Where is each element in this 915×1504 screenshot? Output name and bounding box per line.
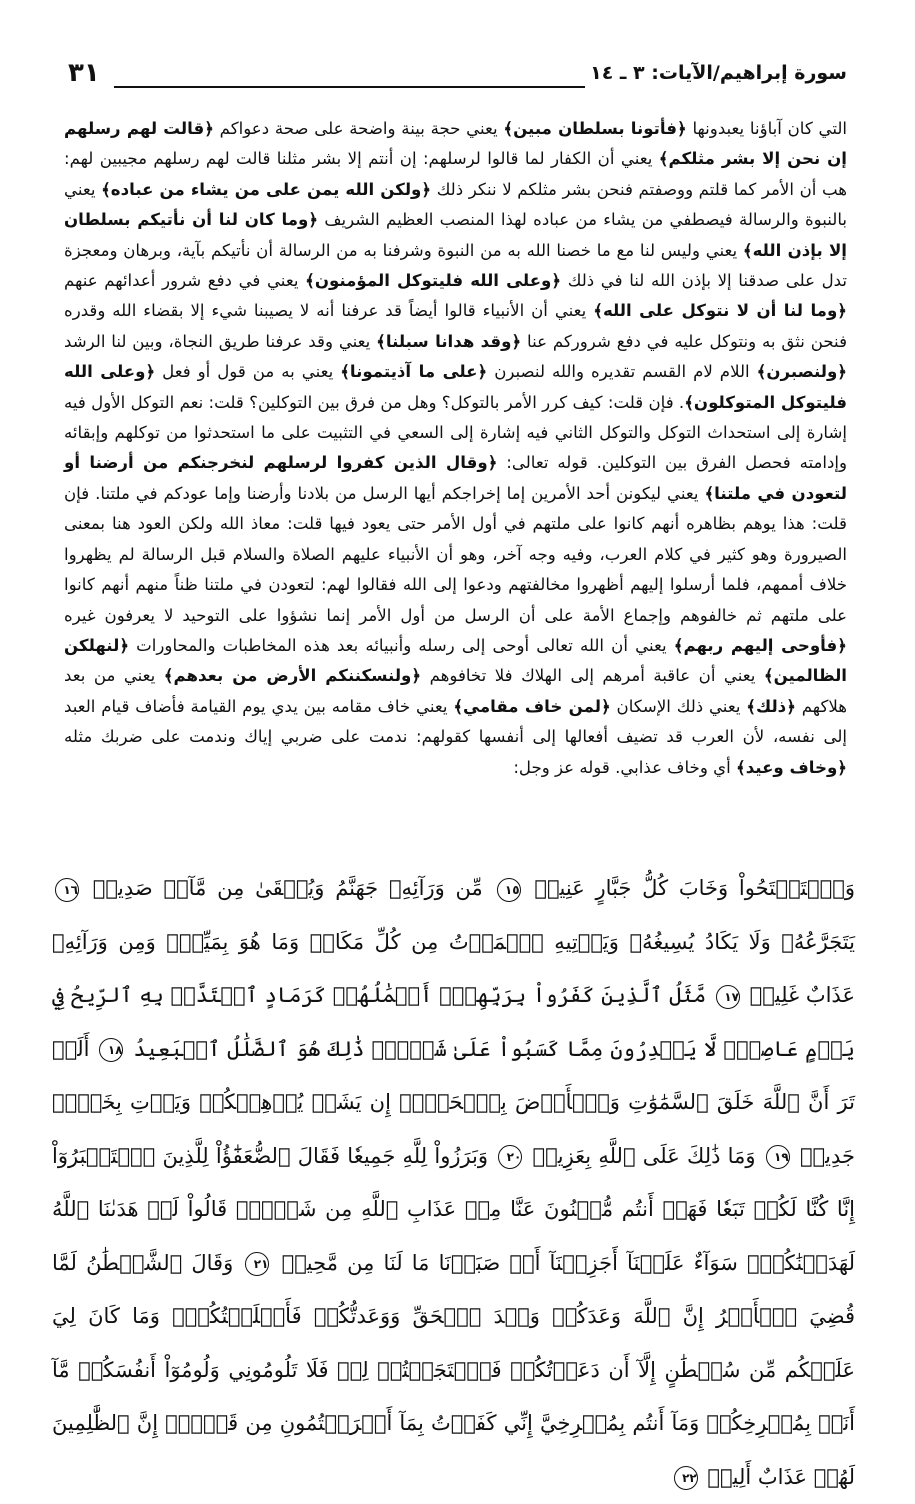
verse-20: وَمَا ذَٰلِكَ عَلَى ٱللَّهِ بِعَزِيزٖ <box>532 1143 756 1168</box>
ayah-number-marker: ١٧ <box>716 985 740 1009</box>
quran-quote: ﴿وقال الذين كفروا لرسلهم لنخرجنكم من أرضنا أو لتعودن في ملتنا﴾ <box>64 453 847 503</box>
page-header <box>68 58 847 98</box>
commentary-segment: يعني من بعد هلاكهم <box>64 666 848 716</box>
quran-quote: ﴿وما كان لنا أن نأتيكم بسلطان إلا بإذن الله﴾ <box>64 210 847 260</box>
ayah-number-marker: ٢٠ <box>498 1145 522 1169</box>
quran-quote: ﴿وما لنا أن لا نتوكل على الله﴾ <box>593 301 847 321</box>
commentary-segment: يعني حجة بينة واضحة على صحة دعواكم <box>213 119 504 138</box>
commentary-segment: يعني أن الكفار لما قالوا لرسلهم: إن أنتم إلا بشر مثلنا قالت لهم رسلهم مجيبين لهم: هب أن الأمر كما قلتم ووصفتم فنحن بشر مثلكم لا ننكر ذلك <box>64 149 847 199</box>
commentary-segment: يعني في دفع شرور أعدائهم عنهم <box>64 271 306 291</box>
commentary-text <box>64 114 847 783</box>
commentary-segment: يعني بالنبوة والرسالة فيصطفي من يشاء من عباده لهذا المنصب العظيم الشريف <box>64 179 847 230</box>
quran-quote: ﴿وعلى الله فليتوكل المتوكلون﴾ <box>64 362 847 412</box>
header-rule <box>114 86 585 88</box>
quran-quote: ﴿ولنصبرن﴾ <box>756 362 847 382</box>
commentary-segment: يعني به من قول أو فعل <box>155 362 341 382</box>
commentary-segment: يعني خاف مقامه بين يدي يوم القيامة فأضاف قيام العبد إلى نفسه، لأن العرب قد تضيف أفعالها إلى أنفسها كقولهم: ندمت على ضربي إياك وندمت على ضربك مثله <box>64 696 847 747</box>
commentary-segment: اللام لام القسم تقديره والله لنصبرن <box>487 362 757 382</box>
commentary-segment: يعني ليكونن أحد الأمرين إما إخراجكم أيها الرسل من بلادنا وأرضنا وإما عودكم في ملتنا. فإن قلت: هذا يوهم بظاهره أنهم كانوا على ملتهم في أول الأمر حتى يعود فيها قلت: معاذ الله ولكن العود هنا بمعنى الصيرورة وهو كثير في كلام العرب، وفيه وجه آخر، وهو أن الأنبياء عليهم الصلاة والسلام قبل الرسالة لم يظهروا خلاف أممهم، فلما أرسلوا إليهم أظهروا مخالفتهم ودعوا إلى الله فقالوا لهم: لتعودن في ملتنا ظناً منهم أنهم كانوا على ملتهم ثم خالفوهم وإجماع الأمة على أن الرسل من أول الأمر إنما نشؤوا على التوحيد لا يعرفون غيره <box>64 483 847 625</box>
quran-quote: ﴿وخاف وعيد﴾ <box>735 757 847 777</box>
verse-19: أَلَمۡ تَرَ أَنَّ ٱللَّهَ خَلَقَ ٱلسَّمَٰوَٰتِ وَٱلۡأَرۡضَ بِٱلۡحَقِّۚ إِن يَشَأۡ يُذۡهِبۡكُمۡ وَيَأۡتِ بِخَلۡقٖ جَدِيدٖ <box>52 1036 855 1168</box>
running-title: سورة إبراهيم/الآيات: ٣ ـ ١٤ <box>590 62 847 84</box>
commentary-segment: يعني وليس لنا مع ما خصنا الله به من النبوة وشرفنا به من الرسالة أن نأتيكم بآية، وبرهان ومعجزة تدل على صدقنا إلا بإذن الله لنا في ذلك <box>64 240 847 291</box>
quran-quote: ﴿على ما آذيتمونا﴾ <box>340 362 488 382</box>
ayah-number-marker: ١٨ <box>99 1038 123 1062</box>
quran-quote: ﴿فأوحى إليهم ربهم﴾ <box>673 635 848 655</box>
verse-21: وَبَرَزُواْ لِلَّهِ جَمِيعٗا فَقَالَ ٱلضُّعَفَٰٓؤُاْ لِلَّذِينَ ٱسۡتَكۡبَرُوٓاْ إِنَّا كُنَّا لَكُمۡ تَبَعٗا فَهَلۡ أَنتُم مُّغۡنُونَ عَنَّا مِنۡ عَذَابِ ٱللَّهِ مِن شَيۡءٖۚ قَالُواْ لَوۡ هَدَىٰنَا ٱللَّهُ لَهَدَيۡنَٰكُمۡۖ سَوَآءٌ عَلَيۡنَآ أَجَزِعۡنَآ أَمۡ صَبَرۡنَا مَا لَنَا مِن مَّحِيصٖ <box>52 1143 855 1275</box>
commentary-segment: التي كان آباؤنا يعبدونها <box>686 119 847 138</box>
verse-18: مَّثَلُ ٱلَّذِينَ كَفَرُواْ بِرَبِّهِمۡۖ أَعۡمَٰلُهُمۡ كَرَمَادٍ ٱشۡتَدَّتۡ بِهِ ٱلرِّيحُ فِي يَوۡمٍ عَاصِفٖۖ لَّا يَقۡدِرُونَ مِمَّا كَسَبُواْ عَلَىٰ شَيۡءٖۚ ذَٰلِكَ هُوَ ٱلضَّلَٰلُ ٱلۡبَعِيدُ <box>52 983 855 1061</box>
verse-22: وَقَالَ ٱلشَّيۡطَٰنُ لَمَّا قُضِيَ ٱلۡأَمۡرُ إِنَّ ٱللَّهَ وَعَدَكُمۡ وَعۡدَ ٱلۡحَقِّ وَوَعَدتُّكُمۡ فَأَخۡلَفۡتُكُمۡۖ وَمَا كَانَ لِيَ عَلَيۡكُم مِّن سُلۡطَٰنٍ إِلَّآ أَن دَعَوۡتُكُمۡ فَٱسۡتَجَبۡتُمۡ لِيۖ فَلَا تَلُومُونِي وَلُومُوٓاْ أَنفُسَكُمۖ مَّآ أَنَا۠ بِمُصۡرِخِكُمۡ وَمَآ أَنتُم بِمُصۡرِخِيَّ إِنِّي كَفَرۡتُ بِمَآ أَشۡرَكۡتُمُونِ مِن قَبۡلُۗ إِنَّ ٱلظَّٰلِمِينَ لَهُمۡ عَذَابٌ أَلِيمٞ <box>52 1250 855 1489</box>
quran-quote: ﴿لنهلكن الظالمين﴾ <box>64 635 847 686</box>
ayah-number-marker: ١٥ <box>497 878 521 902</box>
commentary-segment: يعني أن الله تعالى أوحى إلى رسله وأنبيائه بعد هذه المخاطبات والمحاورات <box>129 635 674 655</box>
commentary-segment: يعني ذلك الإسكان <box>610 696 747 716</box>
commentary-segment: أي وخاف عذابي. قوله عز وجل: <box>513 757 736 777</box>
quran-quote: ﴿ولنسكننكم الأرض من بعدهم﴾ <box>163 666 422 686</box>
commentary-paragraph <box>64 114 847 783</box>
verse-15: وَٱسۡتَفۡتَحُواْ وَخَابَ كُلُّ جَبَّارٍ عَنِيدٖ <box>534 876 855 900</box>
commentary-segment: يعني وقد عرفنا طريق النجاة، وبين لنا الرشد <box>64 331 377 351</box>
ayah-number-marker: ٢١ <box>245 1252 269 1276</box>
ayah-number-marker: ١٦ <box>55 878 79 902</box>
quran-quote: ﴿لمن خاف مقامي﴾ <box>453 696 611 716</box>
quran-verses <box>52 862 855 1504</box>
quran-quote: ﴿ولكن الله يمن على من يشاء من عباده﴾ <box>101 179 432 199</box>
ayah-number-marker: ٢٢ <box>674 1466 698 1490</box>
quran-quote: ﴿ذلك﴾ <box>746 696 796 716</box>
commentary-segment: . فإن قلت: كيف كرر الأمر بالتوكل؟ وهل من فرق بين التوكلين؟ قلت: نعم التوكل الأول فيه إشارة إلى استحداث التوكل والتوكل الثاني فيه إشارة إلى السعي في التثبيت على ما استحدثوا من توكلهم وإبقائه وإدامته فحصل الفرق بين التوكلين. قوله تعالى: <box>64 392 847 473</box>
ayah-number-marker: ١٩ <box>766 1145 790 1169</box>
quran-paragraph <box>52 862 855 1504</box>
commentary-segment: يعني أن الأنبياء قالوا أيضاً قد عرفنا أنه لا يصيبنا شيء إلا بقضاء الله وقدره فنحن نثق به ونتوكل عليه في دفع شروركم عنا <box>64 301 847 351</box>
commentary-segment: يعني أن عاقبة أمرهم إلى الهلاك فلا تخافوهم <box>421 666 764 686</box>
verse-16: مِّن وَرَآئِهِۦ جَهَنَّمُ وَيُسۡقَىٰ مِن مَّآءٖ صَدِيدٖ <box>92 876 483 900</box>
quran-quote: ﴿قالت لهم رسلهم إن نحن إلا بشر مثلكم﴾ <box>64 119 847 169</box>
verse-17: يَتَجَرَّعُهُۥ وَلَا يَكَادُ يُسِيغُهُۥ وَيَأۡتِيهِ ٱلۡمَوۡتُ مِن كُلِّ مَكَانٖ وَمَا هُوَ بِمَيِّتٖۖ وَمِن وَرَآئِهِۦ عَذَابٌ غَلِيظٞ <box>52 929 855 1007</box>
quran-quote: ﴿وعلى الله فليتوكل المؤمنون﴾ <box>305 271 562 291</box>
quran-quote: ﴿فأتونا بسلطان مبين﴾ <box>503 119 687 138</box>
quran-quote: ﴿وقد هدانا سبلنا﴾ <box>376 331 522 351</box>
page-number: ٣١ <box>68 58 100 88</box>
